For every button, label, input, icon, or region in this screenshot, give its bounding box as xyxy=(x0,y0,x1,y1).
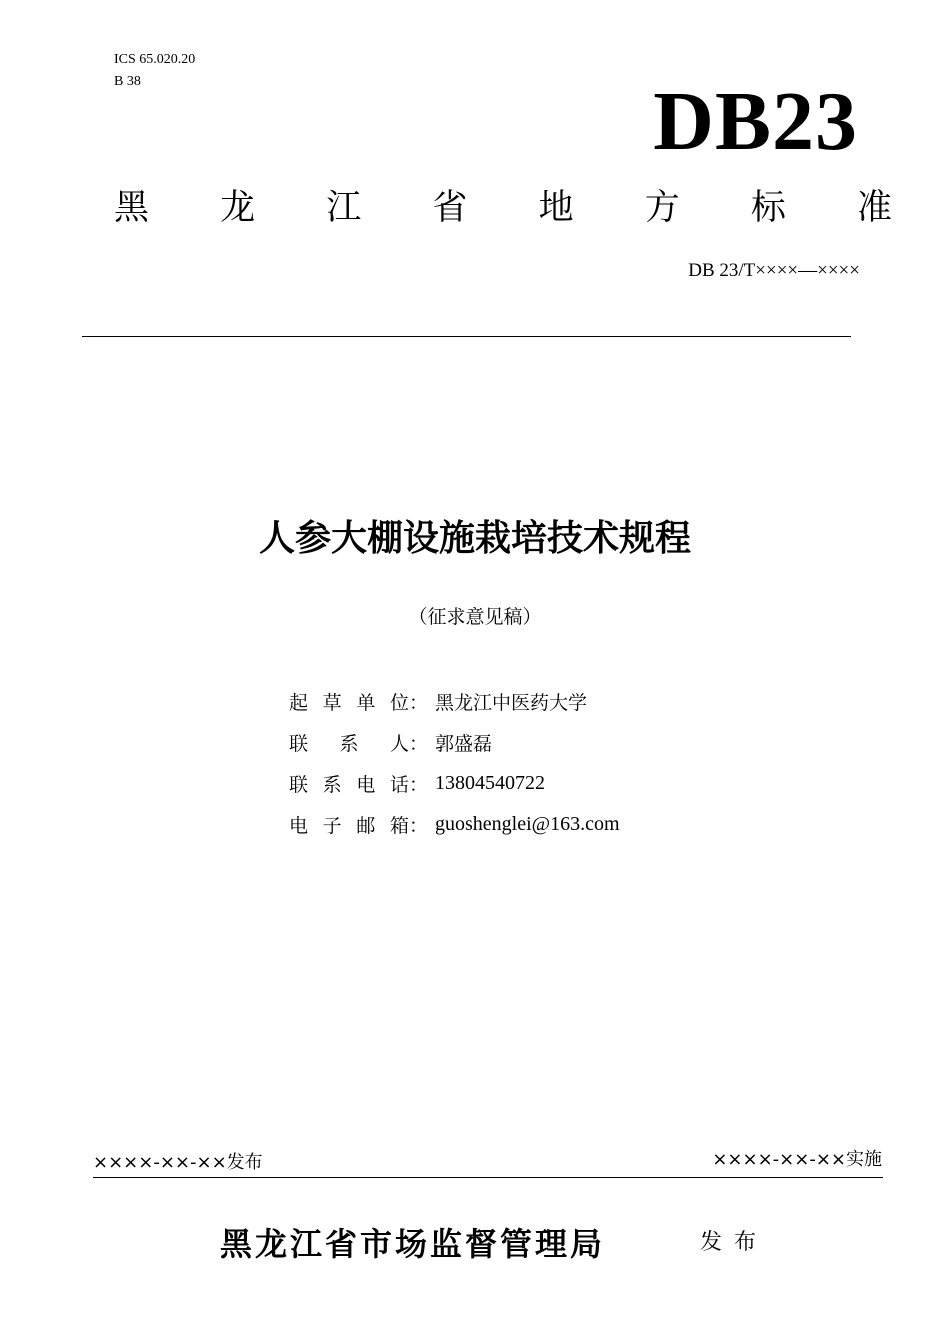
label-char: 邮 xyxy=(356,815,376,837)
label-char: 草 xyxy=(322,692,342,714)
phone-number: 13804540722 xyxy=(435,772,545,794)
label-char: 联 xyxy=(289,774,309,796)
label-char: 单 xyxy=(356,692,376,714)
contact-row-email xyxy=(289,804,769,845)
contact-label xyxy=(289,770,409,797)
contact-label xyxy=(289,688,409,715)
contact-label xyxy=(289,811,409,838)
standard-name-char: 江 xyxy=(326,188,362,228)
contact-info xyxy=(289,681,769,845)
publisher-suffix: 发布 xyxy=(700,1230,769,1255)
issue-date: ××××-××-××发布 xyxy=(93,1152,263,1173)
standard-name-char: 准 xyxy=(856,188,892,228)
ccs-code: B 38 xyxy=(114,74,141,89)
ics-code: ICS 65.020.20 xyxy=(114,52,196,67)
label-char: 起 xyxy=(289,692,309,714)
standard-name-char: 地 xyxy=(538,188,574,228)
footer-divider xyxy=(93,1177,883,1178)
label-char: 人 xyxy=(389,733,409,755)
label-char: 位 xyxy=(389,692,409,714)
label-char: 系 xyxy=(339,733,359,755)
document-subtitle: （征求意见稿） xyxy=(408,606,542,628)
standard-name-char: 标 xyxy=(750,188,786,228)
contact-row-drafting-unit xyxy=(289,681,769,722)
contact-label xyxy=(289,729,409,756)
label-char: 子 xyxy=(322,815,342,837)
label-char: 联 xyxy=(289,733,309,755)
standard-name-char: 黑 xyxy=(114,188,150,228)
label-colon: ： xyxy=(409,774,429,796)
label-char: 系 xyxy=(322,774,342,796)
label-char: 箱 xyxy=(389,815,409,837)
contact-value: 郭盛磊 xyxy=(435,733,493,755)
implementation-date: ××××-××-××实施 xyxy=(712,1149,882,1170)
contact-row-contact-person xyxy=(289,722,769,763)
label-char: 话 xyxy=(389,774,409,796)
label-colon: ： xyxy=(409,815,429,837)
email-address: guoshenglei@163.com xyxy=(435,813,620,835)
publisher-name: 黑龙江省市场监督管理局 xyxy=(220,1225,606,1263)
contact-value: 黑龙江中医药大学 xyxy=(435,692,588,714)
label-char: 电 xyxy=(356,774,376,796)
classification-codes xyxy=(114,49,195,93)
standard-logo: DB23 xyxy=(653,75,858,168)
label-colon: ： xyxy=(409,692,429,714)
header-divider xyxy=(82,336,851,337)
standard-name-char: 省 xyxy=(432,188,468,228)
label-char: 电 xyxy=(289,815,309,837)
standard-name-char: 方 xyxy=(644,188,680,228)
standard-name-char: 龙 xyxy=(220,188,256,228)
standard-type-name xyxy=(114,184,892,232)
standard-code: DB 23/T××××—×××× xyxy=(688,260,860,281)
document-title: 人参大棚设施栽培技术规程 xyxy=(258,518,691,559)
label-colon: ： xyxy=(409,733,429,755)
contact-row-phone xyxy=(289,763,769,804)
